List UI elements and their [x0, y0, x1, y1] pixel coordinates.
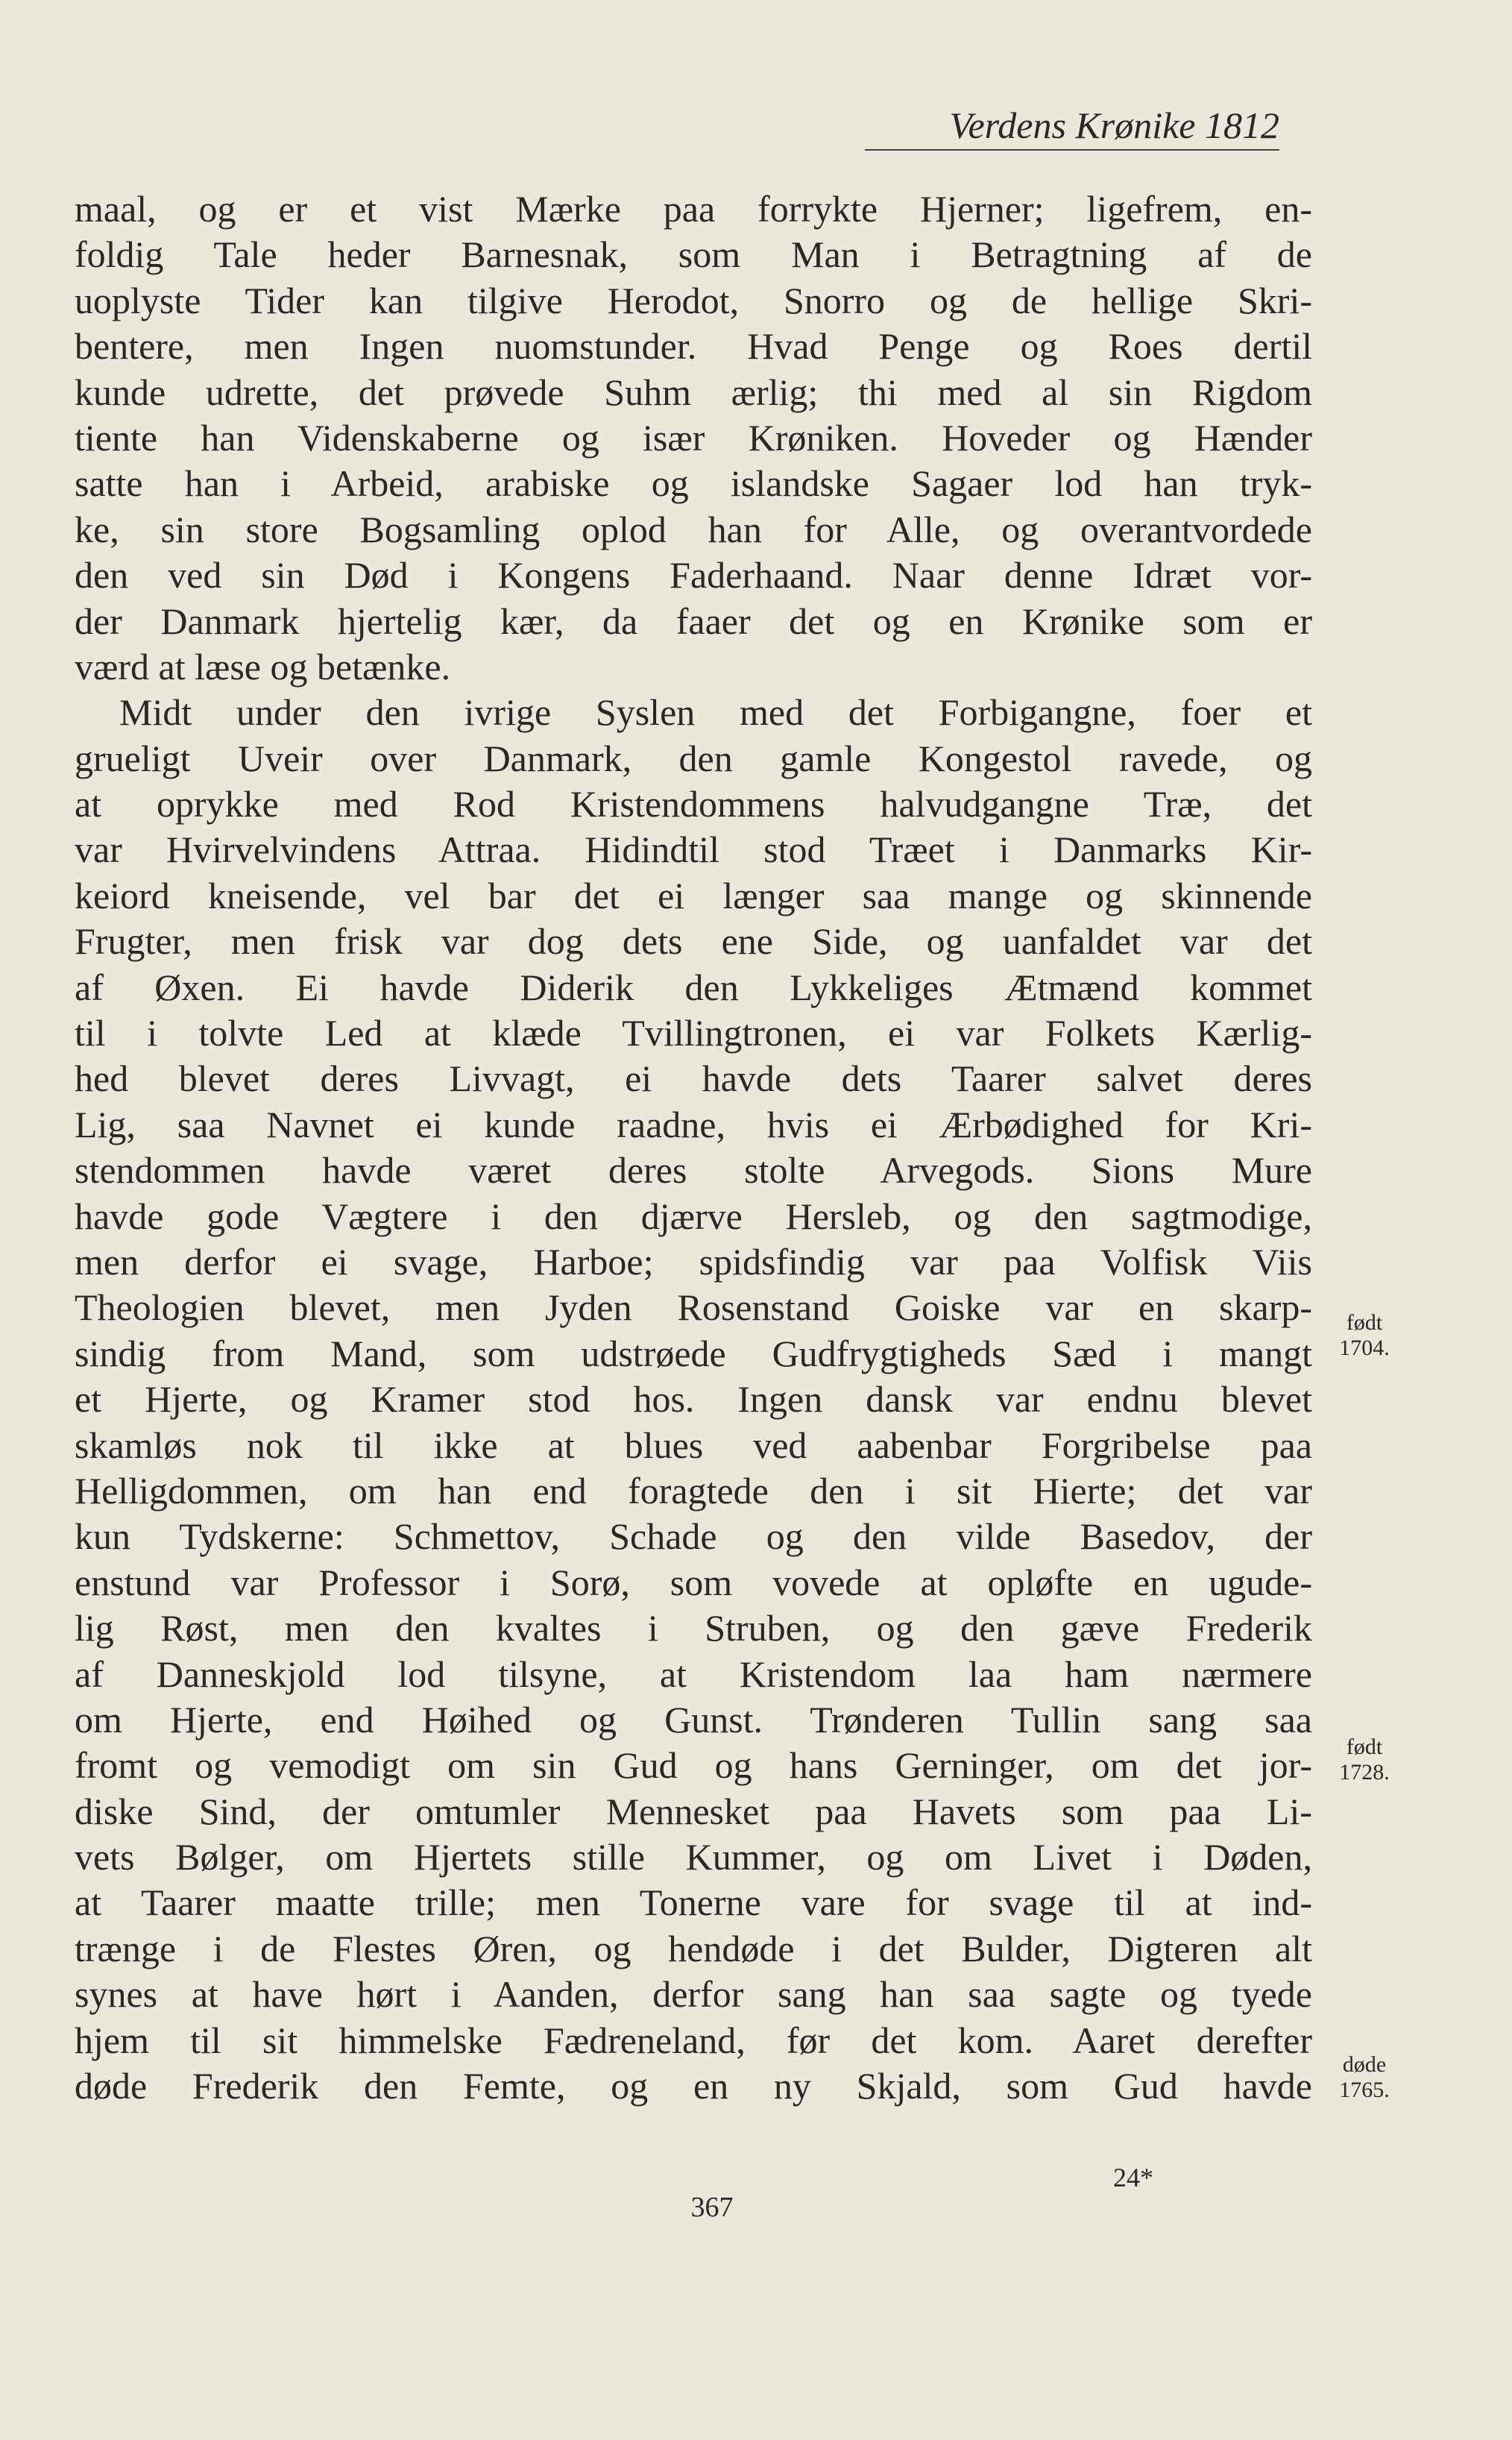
page-number: 367 — [690, 2192, 734, 2223]
margin-note-label: født — [1346, 1310, 1383, 1335]
text-line: maal, og er et vist Mærke paa forrykte Hjerner; ligefrem, en- — [75, 188, 1312, 230]
text-line: døde Frederik den Femte, og en ny Skjald, som Gud havde — [75, 2065, 1312, 2107]
text-line: værd at læse og betænke. — [75, 645, 451, 688]
margin-note-label: døde — [1342, 2052, 1387, 2077]
running-head: Verdens Krønike 1812 — [949, 104, 1279, 146]
margin-note-year: 1765. — [1339, 2078, 1390, 2102]
text-line: keiord kneisende, vel bar det ei længer saa mange og skinnende — [75, 874, 1312, 916]
text-line: et Hjerte, og Kramer stod hos. Ingen dansk var endnu blevet — [75, 1378, 1312, 1421]
margin-note-born-1704 — [1320, 1310, 1409, 1361]
text-line: trænge i de Flestes Øren, og hendøde i det Bulder, Digteren alt — [75, 1927, 1312, 1969]
margin-note-label: født — [1346, 1735, 1383, 1759]
text-line: kun Tydskerne: Schmettov, Schade og den vilde Basedov, der — [75, 1515, 1312, 1558]
running-head-rule — [865, 149, 1279, 151]
margin-note-died-1765 — [1320, 2052, 1409, 2103]
text-line: den ved sin Død i Kongens Faderhaand. Naar denne Idræt vor- — [75, 554, 1312, 597]
text-line: vets Bølger, om Hjertets stille Kummer, og om Livet i Døden, — [75, 1836, 1312, 1878]
text-line: synes at have hørt i Aanden, derfor sang han saa sagte og tyede — [75, 1973, 1312, 2016]
body-text — [75, 186, 1312, 2109]
text-line: skamløs nok til ikke at blues ved aabenbar Forgribelse paa — [75, 1424, 1312, 1466]
text-line: at Taarer maatte trille; men Tonerne vare for svage til at ind- — [75, 1881, 1312, 1924]
text-line: at oprykke med Rod Kristendommens halvudgangne Træ, det — [75, 783, 1312, 826]
margin-note-born-1728 — [1320, 1735, 1409, 1785]
text-line: Theologien blevet, men Jyden Rosenstand Goiske var en skarp- — [75, 1286, 1312, 1329]
margin-note-year: 1728. — [1339, 1760, 1390, 1785]
text-line: sindig from Mand, som udstrøede Gudfrygtigheds Sæd i mangt — [75, 1332, 1312, 1374]
text-line: hjem til sit himmelske Fædreneland, før det kom. Aaret derefter — [75, 2019, 1312, 2061]
margin-note-year: 1704. — [1339, 1336, 1390, 1360]
text-line: ke, sin store Bogsamling oplod han for Alle, og overantvordede — [75, 508, 1312, 550]
text-line: af Danneskjold lod tilsyne, at Kristendom laa ham nærmere — [75, 1653, 1312, 1695]
text-line: om Hjerte, end Høihed og Gunst. Trønderen Tullin sang saa — [75, 1698, 1312, 1741]
text-line: af Øxen. Ei havde Diderik den Lykkeliges Ætmænd kommet — [75, 966, 1312, 1008]
text-line: var Hvirvelvindens Attraa. Hidindtil stod Træet i Danmarks Kir- — [75, 828, 1312, 871]
text-line: fromt og vemodigt om sin Gud og hans Gerninger, om det jor- — [75, 1744, 1312, 1787]
text-line: Helligdommen, om han end foragtede den i sit Hierte; det var — [75, 1469, 1312, 1512]
text-line: Frugter, men frisk var dog dets ene Side, og uanfaldet var det — [75, 920, 1312, 963]
text-line: stendommen havde været deres stolte Arvegods. Sions Mure — [75, 1149, 1312, 1192]
text-line: enstund var Professor i Sorø, som vovede at opløfte en ugude- — [75, 1561, 1312, 1603]
text-line: havde gode Vægtere i den djærve Hersleb, og den sagtmodige, — [75, 1195, 1312, 1237]
text-line: bentere, men Ingen nuomstunder. Hvad Penge og Roes dertil — [75, 325, 1312, 368]
text-line: satte han i Arbeid, arabiske og islandske Sagaer lod han tryk- — [75, 462, 1312, 505]
text-line: foldig Tale heder Barnesnak, som Man i Betragtning af de — [75, 233, 1312, 276]
text-line: Lig, saa Navnet ei kunde raadne, hvis ei Ærbødighed for Kri- — [75, 1103, 1312, 1145]
paragraph-first-line: Midt under den ivrige Syslen med det Forbigangne, foer et — [119, 691, 1312, 734]
text-line: der Danmark hjertelig kær, da faaer det og en Krønike som er — [75, 600, 1312, 642]
text-line: til i tolvte Led at klæde Tvillingtronen, ei var Folkets Kærlig- — [75, 1012, 1312, 1054]
text-line: tiente han Videnskaberne og især Krøniken. Hoveder og Hænder — [75, 416, 1312, 459]
text-line: kunde udrette, det prøvede Suhm ærlig; thi med al sin Rigdom — [75, 371, 1312, 413]
text-line: grueligt Uveir over Danmark, den gamle Kongestol ravede, og — [75, 737, 1312, 779]
text-line: uoplyste Tider kan tilgive Herodot, Snorro og de hellige Skri- — [75, 279, 1312, 321]
text-line: lig Røst, men den kvaltes i Struben, og den gæve Frederik — [75, 1607, 1312, 1650]
text-line: diske Sind, der omtumler Mennesket paa Havets som paa Li- — [75, 1790, 1312, 1832]
text-line: hed blevet deres Livvagt, ei havde dets Taarer salvet deres — [75, 1057, 1312, 1100]
text-line: men derfor ei svage, Harboe; spidsfindig var paa Volfisk Viis — [75, 1240, 1312, 1283]
signature-mark: 24* — [1113, 2163, 1153, 2192]
